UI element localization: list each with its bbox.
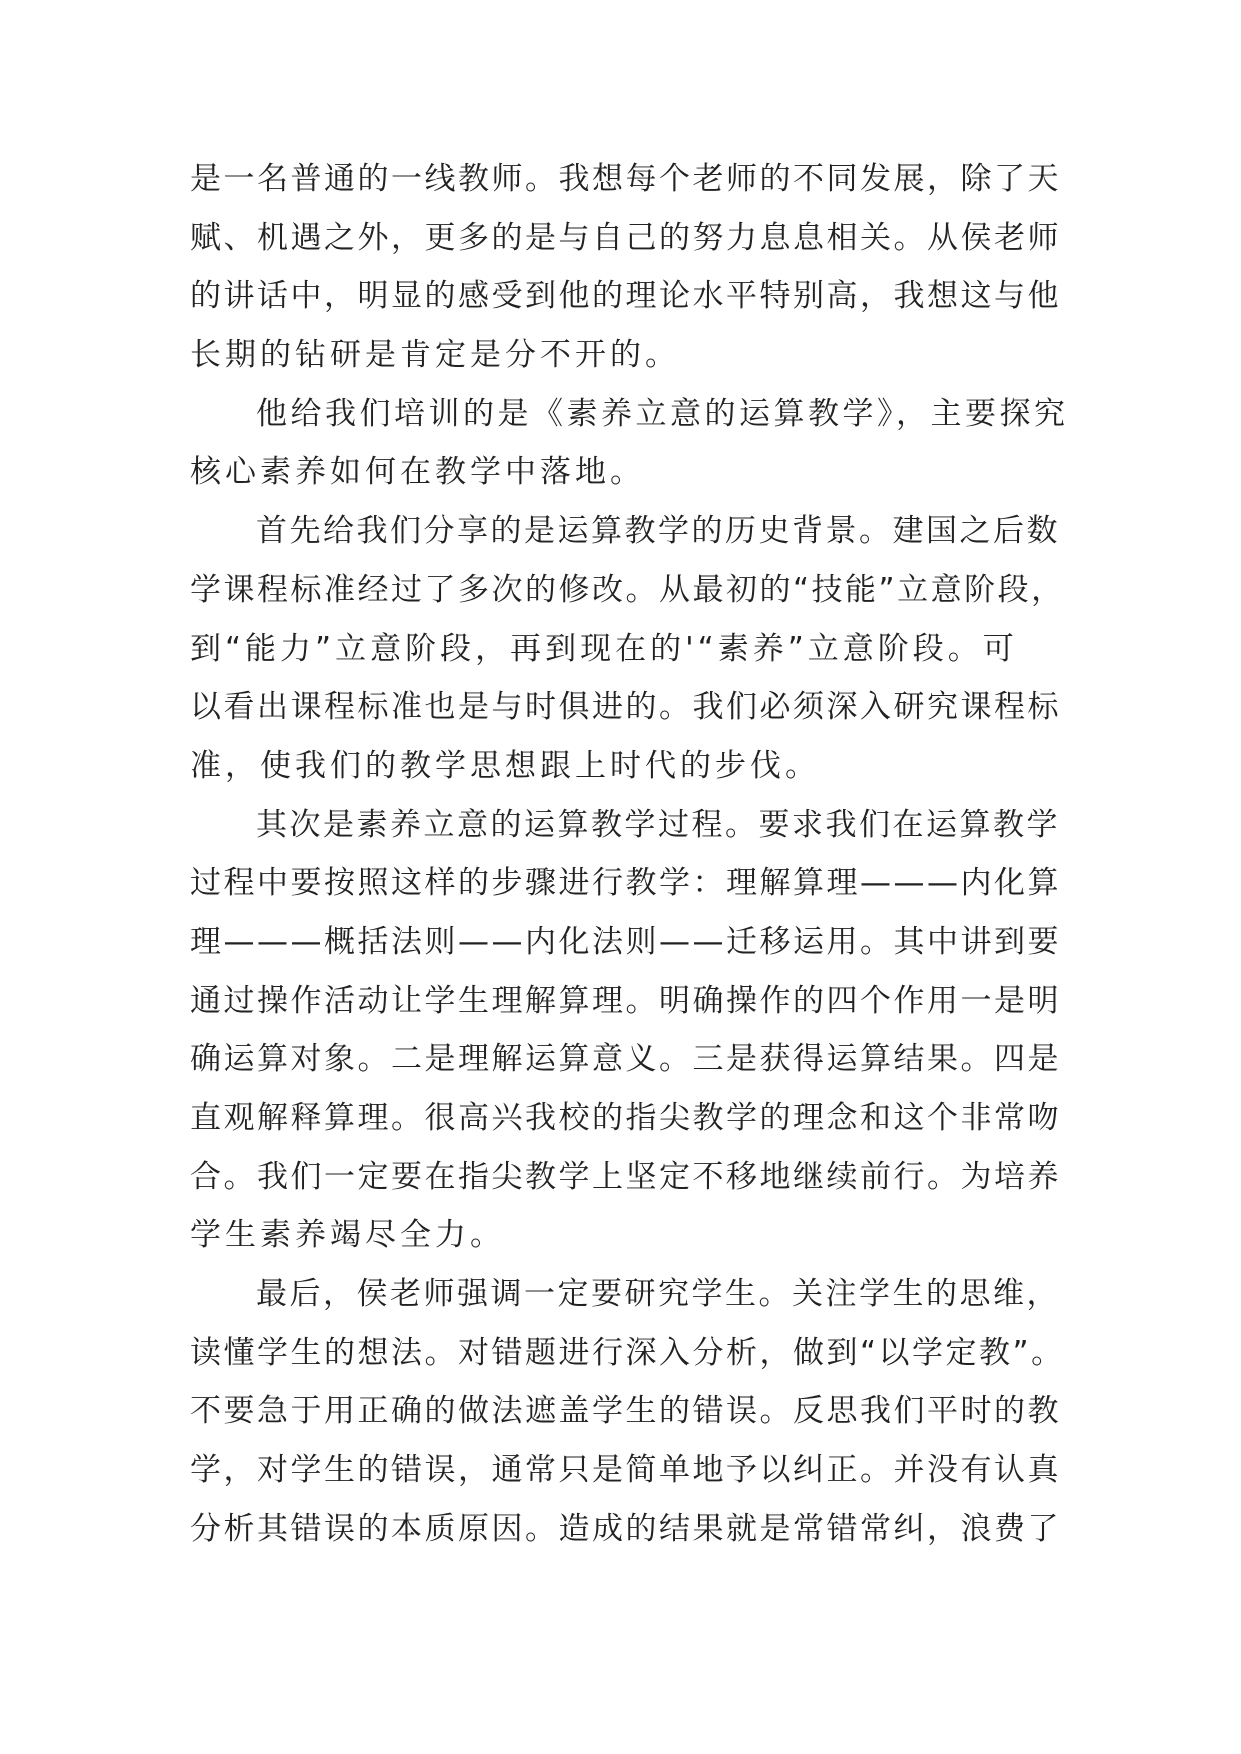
text-line: 过程中要按照这样的步骤进行教学：理解算理———内化算: [190, 865, 1061, 902]
text-line: 以看出课程标准也是与时俱进的。我们必须深入研究课程标: [190, 689, 1061, 726]
text-line: 通过操作活动让学生理解算理。明确操作的四个作用一是明: [190, 982, 1061, 1019]
text-line: 确运算对象。二是理解运算意义。三是获得运算结果。四是: [190, 1041, 1061, 1078]
paragraph-start-line: 其次是素养立意的运算教学过程。要求我们在运算教学: [256, 806, 1060, 843]
text-line: 核心素养如何在教学中落地。: [190, 454, 645, 491]
text-line: 长期的钻研是肯定是分不开的。: [190, 337, 680, 374]
paragraph-start-line: 最后，侯老师强调一定要研究学生。关注学生的思维，: [256, 1276, 1060, 1313]
text-line: 的讲话中，明显的感受到他的理论水平特别高，我想这与他: [190, 278, 1061, 315]
text-line: 不要急于用正确的做法遮盖学生的错误。反思我们平时的教: [190, 1393, 1061, 1430]
text-line: 合。我们一定要在指尖教学上坚定不移地继续前行。为培养: [190, 1158, 1061, 1195]
text-line: 学课程标准经过了多次的修改。从最初的“技能”立意阶段，: [190, 571, 1065, 608]
paragraph-start-line: 他给我们培训的是《素养立意的运算教学》，主要探究: [256, 395, 1069, 432]
text-line: 准，使我们的教学思想跟上时代的步伐。: [190, 747, 820, 784]
text-line: 学，对学生的错误，通常只是简单地予以纠正。并没有认真: [190, 1452, 1061, 1489]
text-line: 学生素养竭尽全力。: [190, 1217, 505, 1254]
text-line: 分析其错误的本质原因。造成的结果就是常错常纠，浪费了: [190, 1510, 1061, 1547]
text-line: 到“能力”立意阶段，再到现在的'“素养”立意阶段。可: [190, 630, 1018, 667]
text-line: 是一名普通的一线教师。我想每个老师的不同发展，除了天: [190, 161, 1061, 197]
text-line: 直观解释算理。很高兴我校的指尖教学的理念和这个非常吻: [190, 1100, 1061, 1136]
text-line: 理———概括法则——内化法则——迁移运用。其中讲到要: [190, 923, 1061, 960]
text-line: 读懂学生的想法。对错题进行深入分析，做到“以学定教”。: [190, 1334, 1065, 1371]
paragraph-start-line: 首先给我们分享的是运算教学的历史背景。建国之后数: [256, 513, 1060, 550]
document-body: [190, 150, 1070, 1559]
text-line: 赋、机遇之外，更多的是与自己的努力息息相关。从侯老师: [190, 219, 1061, 256]
